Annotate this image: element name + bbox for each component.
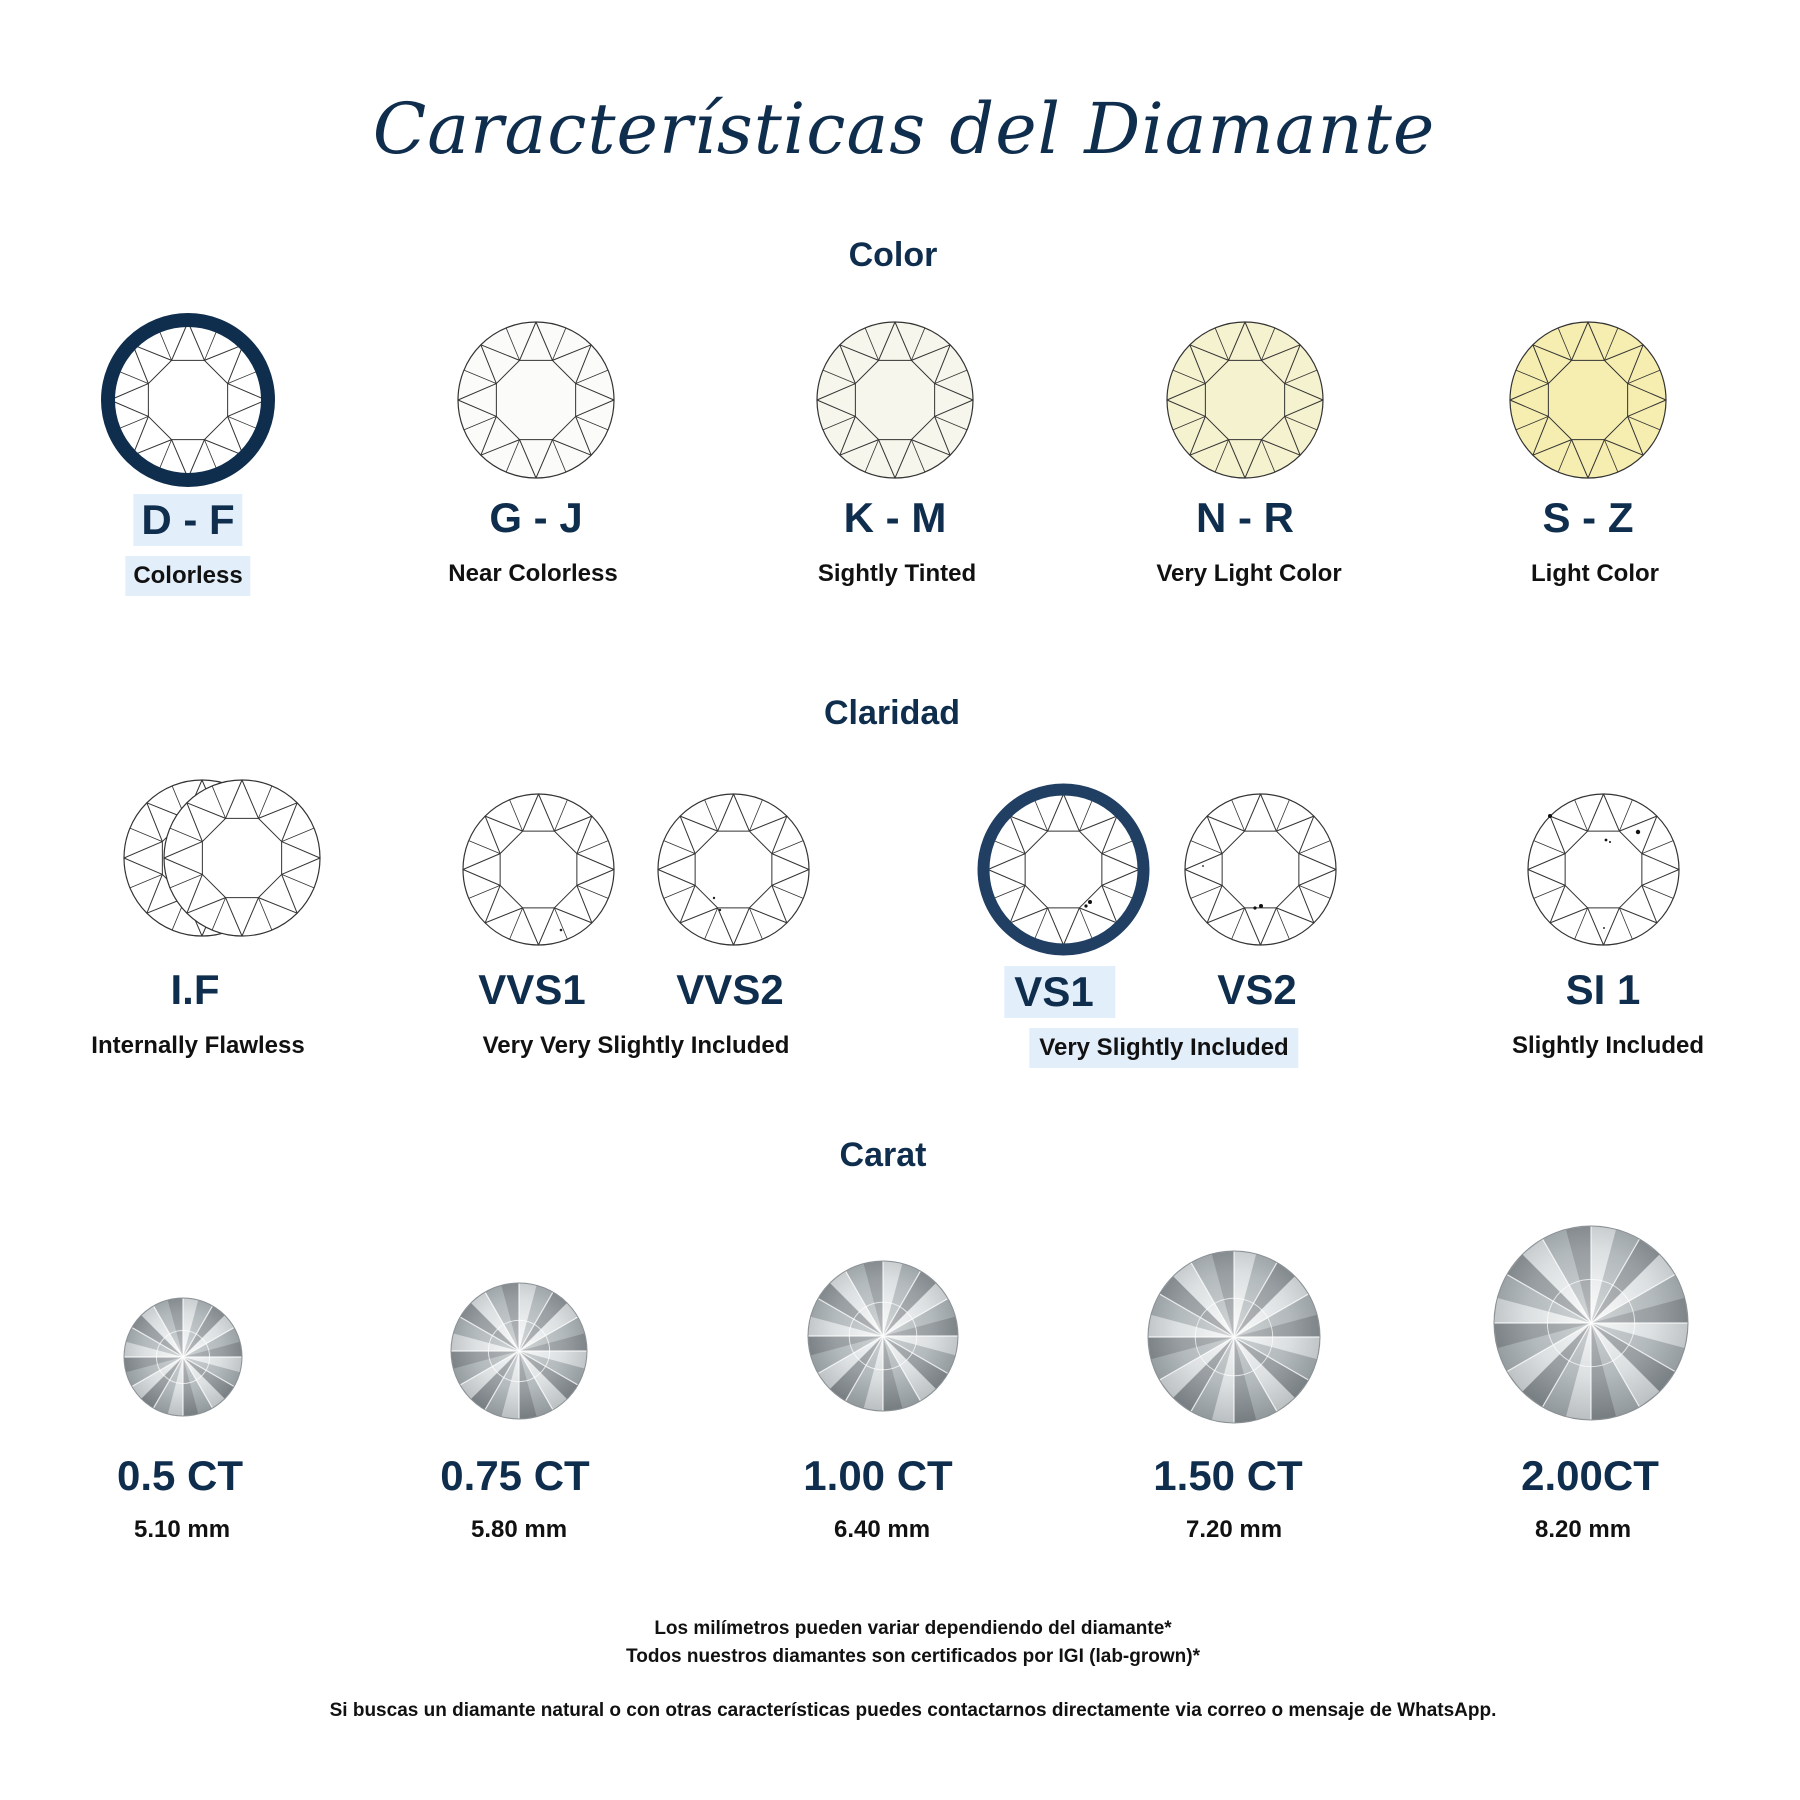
carat-value-1-00: 1.00 CT [803, 1452, 953, 1499]
carat-mm-1-50: 7.20 mm [1185, 1516, 1283, 1543]
carat-mm-0-5: 5.10 mm [133, 1516, 231, 1543]
color-grade-g-j: G - J [489, 494, 583, 541]
carat-diamond-0-75[interactable] [450, 1282, 588, 1420]
color-label-s-z: Light Color [1531, 560, 1659, 587]
color-label-k-m: Sightly Tinted [817, 560, 977, 587]
note-igi-certified: Todos nuestros diamantes son certificados por IGI (lab-grown)* [626, 1646, 1200, 1667]
clarity-label-if: Internally Flawless [91, 1032, 305, 1059]
color-label-n-r: Very Light Color [1156, 560, 1342, 587]
carat-diamond-1-00[interactable] [807, 1260, 959, 1412]
clarity-grade-vvs2: VVS2 [676, 966, 784, 1013]
carat-mm-0-75: 5.80 mm [470, 1516, 568, 1543]
color-label-d-f: Colorless [125, 556, 250, 596]
clarity-diamond-vvs2[interactable] [656, 792, 811, 947]
clarity-label-vs: Very Slightly Included [1029, 1028, 1298, 1068]
note-contact: Si buscas un diamante natural o con otras características puedes contactarnos directamente via correo o mensaje de WhatsApp. [329, 1700, 1497, 1721]
clarity-label-vvs: Very Very Slightly Included [482, 1032, 790, 1059]
clarity-label-si: Slightly Included [1511, 1032, 1705, 1059]
color-grade-k-m: K - M [843, 494, 947, 541]
page-title: Características del Diamante [372, 88, 1436, 170]
carat-value-0-5: 0.5 CT [116, 1452, 244, 1499]
clarity-grade-vvs1: VVS1 [478, 966, 586, 1013]
color-diamond-n-r[interactable] [1165, 320, 1325, 480]
carat-heading: Carat [839, 1136, 927, 1174]
color-diamond-s-z[interactable] [1508, 320, 1668, 480]
clarity-grade-vs2: VS2 [1217, 966, 1297, 1013]
color-grade-n-r: N - R [1196, 494, 1294, 541]
color-diamond-g-j[interactable] [456, 320, 616, 480]
carat-value-0-75: 0.75 CT [440, 1452, 590, 1499]
color-grade-d-f: D - F [133, 494, 242, 546]
color-label-g-j: Near Colorless [448, 560, 618, 587]
clarity-diamond-vs2[interactable] [1183, 792, 1338, 947]
carat-diamond-0-5[interactable] [123, 1297, 243, 1417]
clarity-heading: Claridad [823, 694, 961, 732]
clarity-diamond-vs1[interactable] [986, 792, 1141, 947]
clarity-diamond-if[interactable] [162, 778, 322, 938]
color-diamond-k-m[interactable] [815, 320, 975, 480]
clarity-grade-si1: SI 1 [1565, 966, 1641, 1013]
color-heading: Color [848, 236, 938, 274]
clarity-grade-if: I.F [170, 966, 220, 1013]
carat-diamond-1-50[interactable] [1147, 1250, 1321, 1424]
clarity-diamond-vvs1[interactable] [461, 792, 616, 947]
color-grade-s-z: S - Z [1542, 494, 1634, 541]
carat-value-1-50: 1.50 CT [1153, 1452, 1303, 1499]
clarity-diamond-si1[interactable] [1526, 792, 1681, 947]
clarity-grade-vs1: VS1 [1004, 966, 1115, 1018]
carat-diamond-2-00[interactable] [1493, 1225, 1689, 1421]
note-mm-variation: Los milímetros pueden variar dependiendo del diamante* [654, 1618, 1172, 1639]
carat-mm-2-00: 8.20 mm [1534, 1516, 1632, 1543]
carat-mm-1-00: 6.40 mm [833, 1516, 931, 1543]
carat-value-2-00: 2.00CT [1521, 1452, 1659, 1499]
color-diamond-d-f[interactable] [108, 320, 268, 480]
